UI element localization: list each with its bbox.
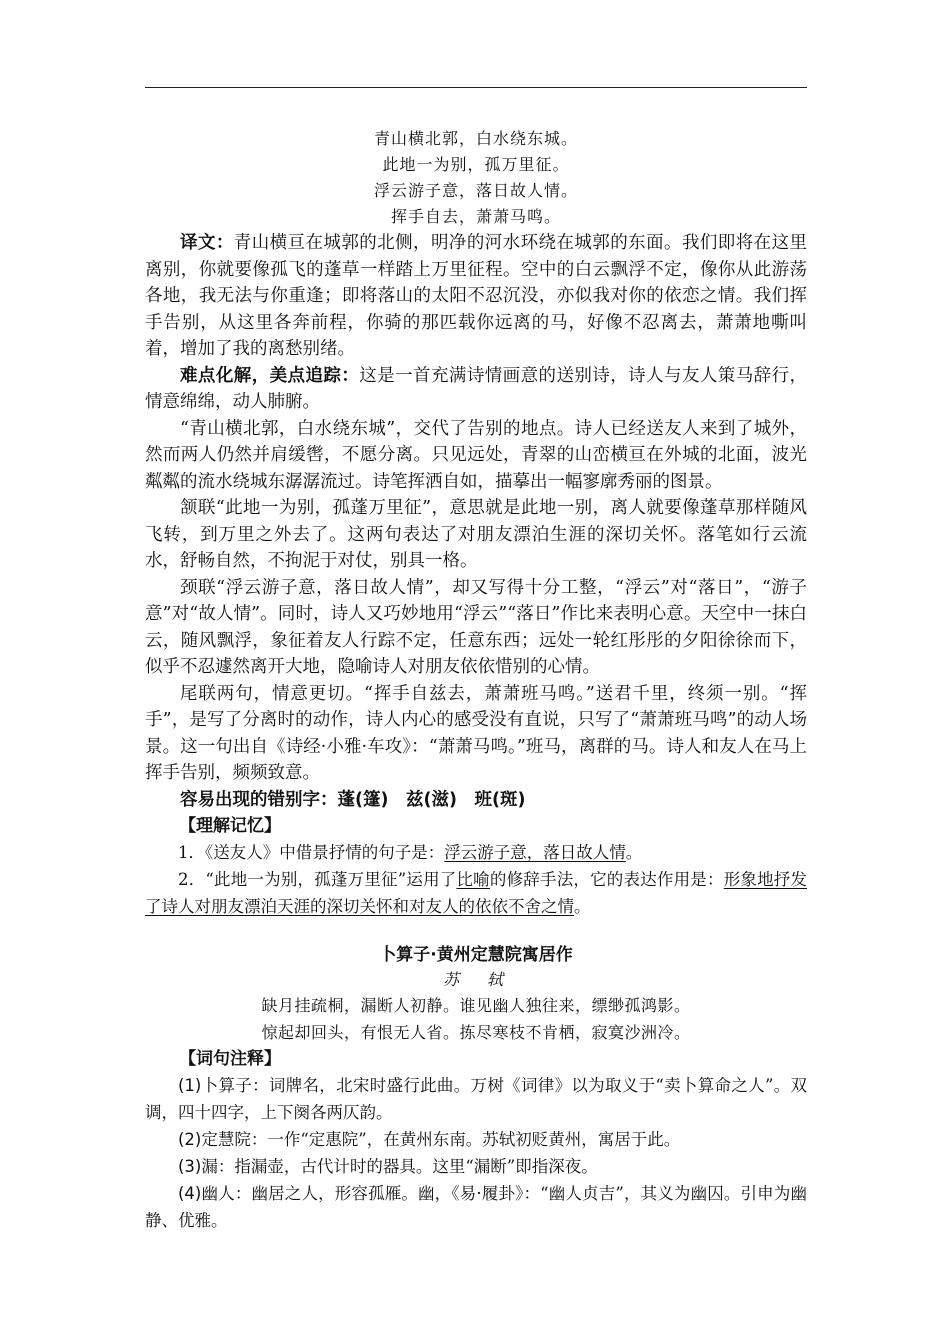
q2-answer-1: 比喻: [456, 870, 490, 889]
memory-question-1: [145, 839, 807, 866]
note-text: 幽人：幽居之人，形容孤雁。幽，《易·履卦》：“幽人贞吉”，其义为幽囚。引申为幽静、优雅。: [145, 1184, 807, 1230]
note-text: 漏：指漏壶，古代计时的器具。这里“漏断”即指深夜。: [201, 1157, 598, 1176]
header-rule: [145, 87, 807, 88]
typos-label: 容易出现的错别字：: [180, 789, 338, 810]
translation-text: 青山横亘在城郭的北侧，明净的河水环绕在城郭的东面。我们即将在这里离别，你就要像孤飞的蓬草一样踏上万里征程。空中的白云飘浮不定，像你从此游荡各地，我无法与你重逢；即将落山的太阳不忍沉没，亦似我对你的依恋之情。我们挥手告别，从这里各奔前程，你骑的那匹载你远离的马，好像不忍离去，萧萧地嘶叫着，增加了我的离愁别绪。: [145, 233, 807, 359]
analysis-paragraph: 颈联“浮云游子意，落日故人情”，却又写得十分工整，“浮云”对“落日”，“游子意”对“故人情”。同时，诗人又巧妙地用“浮云”“落日”作比来表明心意。天空中一抹白云，随风飘浮，象征着友人行踪不定，任意东西；远处一轮红彤彤的夕阳徐徐而下，似乎不忍遽然离开大地，隐喻诗人对朋友依依惜别的心情。: [145, 577, 807, 677]
q2-middle: 的修辞手法，它的表达作用是：: [489, 870, 724, 889]
ci-line: 惊起却回头，有恨无人省。拣尽寒枝不肯栖，寂寞沙洲冷。: [261, 1023, 691, 1042]
poem: [145, 126, 807, 230]
analysis-paragraph: 颔联“此地一为别，孤蓬万里征”，意思就是此地一别，离人就要像蓬草那样随风飞转，到万里之外去了。这两句表达了对朋友漂泊生涯的深切关怀。落笔如行云流水，舒畅自然，不拘泥于对仗，别具一格。: [145, 498, 807, 571]
analysis-intro: [145, 363, 807, 416]
q2-prefix: 2．“此地一为别，孤蓬万里征”运用了: [178, 870, 457, 889]
poem-line: 浮云游子意，落日故人情。: [373, 181, 578, 200]
analysis-paragraph: 尾联两句，情意更切。“挥手自兹去，萧萧班马鸣。”送君千里，终须一别。“挥手”，是写了分离时的动作，诗人内心的感受没有直说，只写了“萧萧班马鸣”的动人场景。这一句出自《诗经·小雅·车攻》：“萧萧马鸣。”班马，离群的马。诗人和友人在马上挥手告别，频频致意。: [145, 683, 807, 783]
note-item: [145, 1153, 807, 1180]
poem-line: 挥手自去，萧萧马鸣。: [390, 207, 561, 226]
note-number: (4): [178, 1184, 202, 1203]
note-item: [145, 1126, 807, 1153]
ci-author: 苏 轼: [442, 970, 509, 989]
content: [145, 126, 807, 1234]
q1-prefix: 1．《送友人》中借景抒情的句子是：: [178, 843, 445, 862]
poem-line: 青山横北郭，白水绕东城。: [373, 129, 578, 148]
analysis-label: 难点化解，美点追踪：: [180, 365, 360, 386]
q2-suffix: 。: [574, 897, 591, 916]
q1-suffix: 。: [625, 843, 643, 862]
q2-answer-2: 形象地抒发了诗人对朋友漂泊天涯的深切关怀和对友人的依依不舍之情: [145, 870, 808, 916]
ci-line: 缺月挂疏桐，漏断人初静。谁见幽人独往来，缥缈孤鸿影。: [261, 996, 691, 1015]
analysis-paragraph: “青山横北郭，白水绕东城”，交代了告别的地点。诗人已经送友人来到了城外，然而两人仍然并肩缓辔，不愿分离。只见远处，青翠的山峦横亘在外城的北面，波光粼粼的流水绕城东潺潺流过。诗笔挥洒自如，描摹出一幅寥廓秀丽的图景。: [145, 418, 807, 492]
translation: [145, 230, 807, 363]
notes-heading: 【词句注释】: [179, 1049, 281, 1069]
note-number: (2): [178, 1130, 202, 1149]
poem-line: 此地一为别，孤万里征。: [382, 155, 570, 174]
note-text: 定慧院：一作“定惠院”，在黄州东南。苏轼初贬黄州，寓居于此。: [201, 1130, 681, 1149]
q1-answer: 浮云游子意，落日故人情: [444, 843, 626, 862]
typos-items: 蓬(篷) 兹(滋) 班(斑): [337, 789, 526, 810]
analysis-intro-text: 这是一首充满诗情画意的送别诗，诗人与友人策马辞行，情意绵绵，动人肺腑。: [145, 365, 807, 412]
note-number: (3): [178, 1157, 202, 1176]
ci-title: 卜算子·黄州定慧院寓居作: [379, 945, 573, 965]
memory-question-2: [145, 866, 807, 920]
note-number: (1): [178, 1076, 202, 1095]
note-item: [145, 1072, 807, 1126]
note-item: [145, 1180, 807, 1234]
memory-heading: 【理解记忆】: [179, 816, 281, 836]
note-text: 卜算子：词牌名，北宋时盛行此曲。万树《词律》以为取义于“卖卜算命之人”。双调，四十四字，上下阕各两仄韵。: [145, 1076, 807, 1122]
typos: [145, 787, 807, 814]
translation-label: 译文：: [180, 233, 234, 253]
